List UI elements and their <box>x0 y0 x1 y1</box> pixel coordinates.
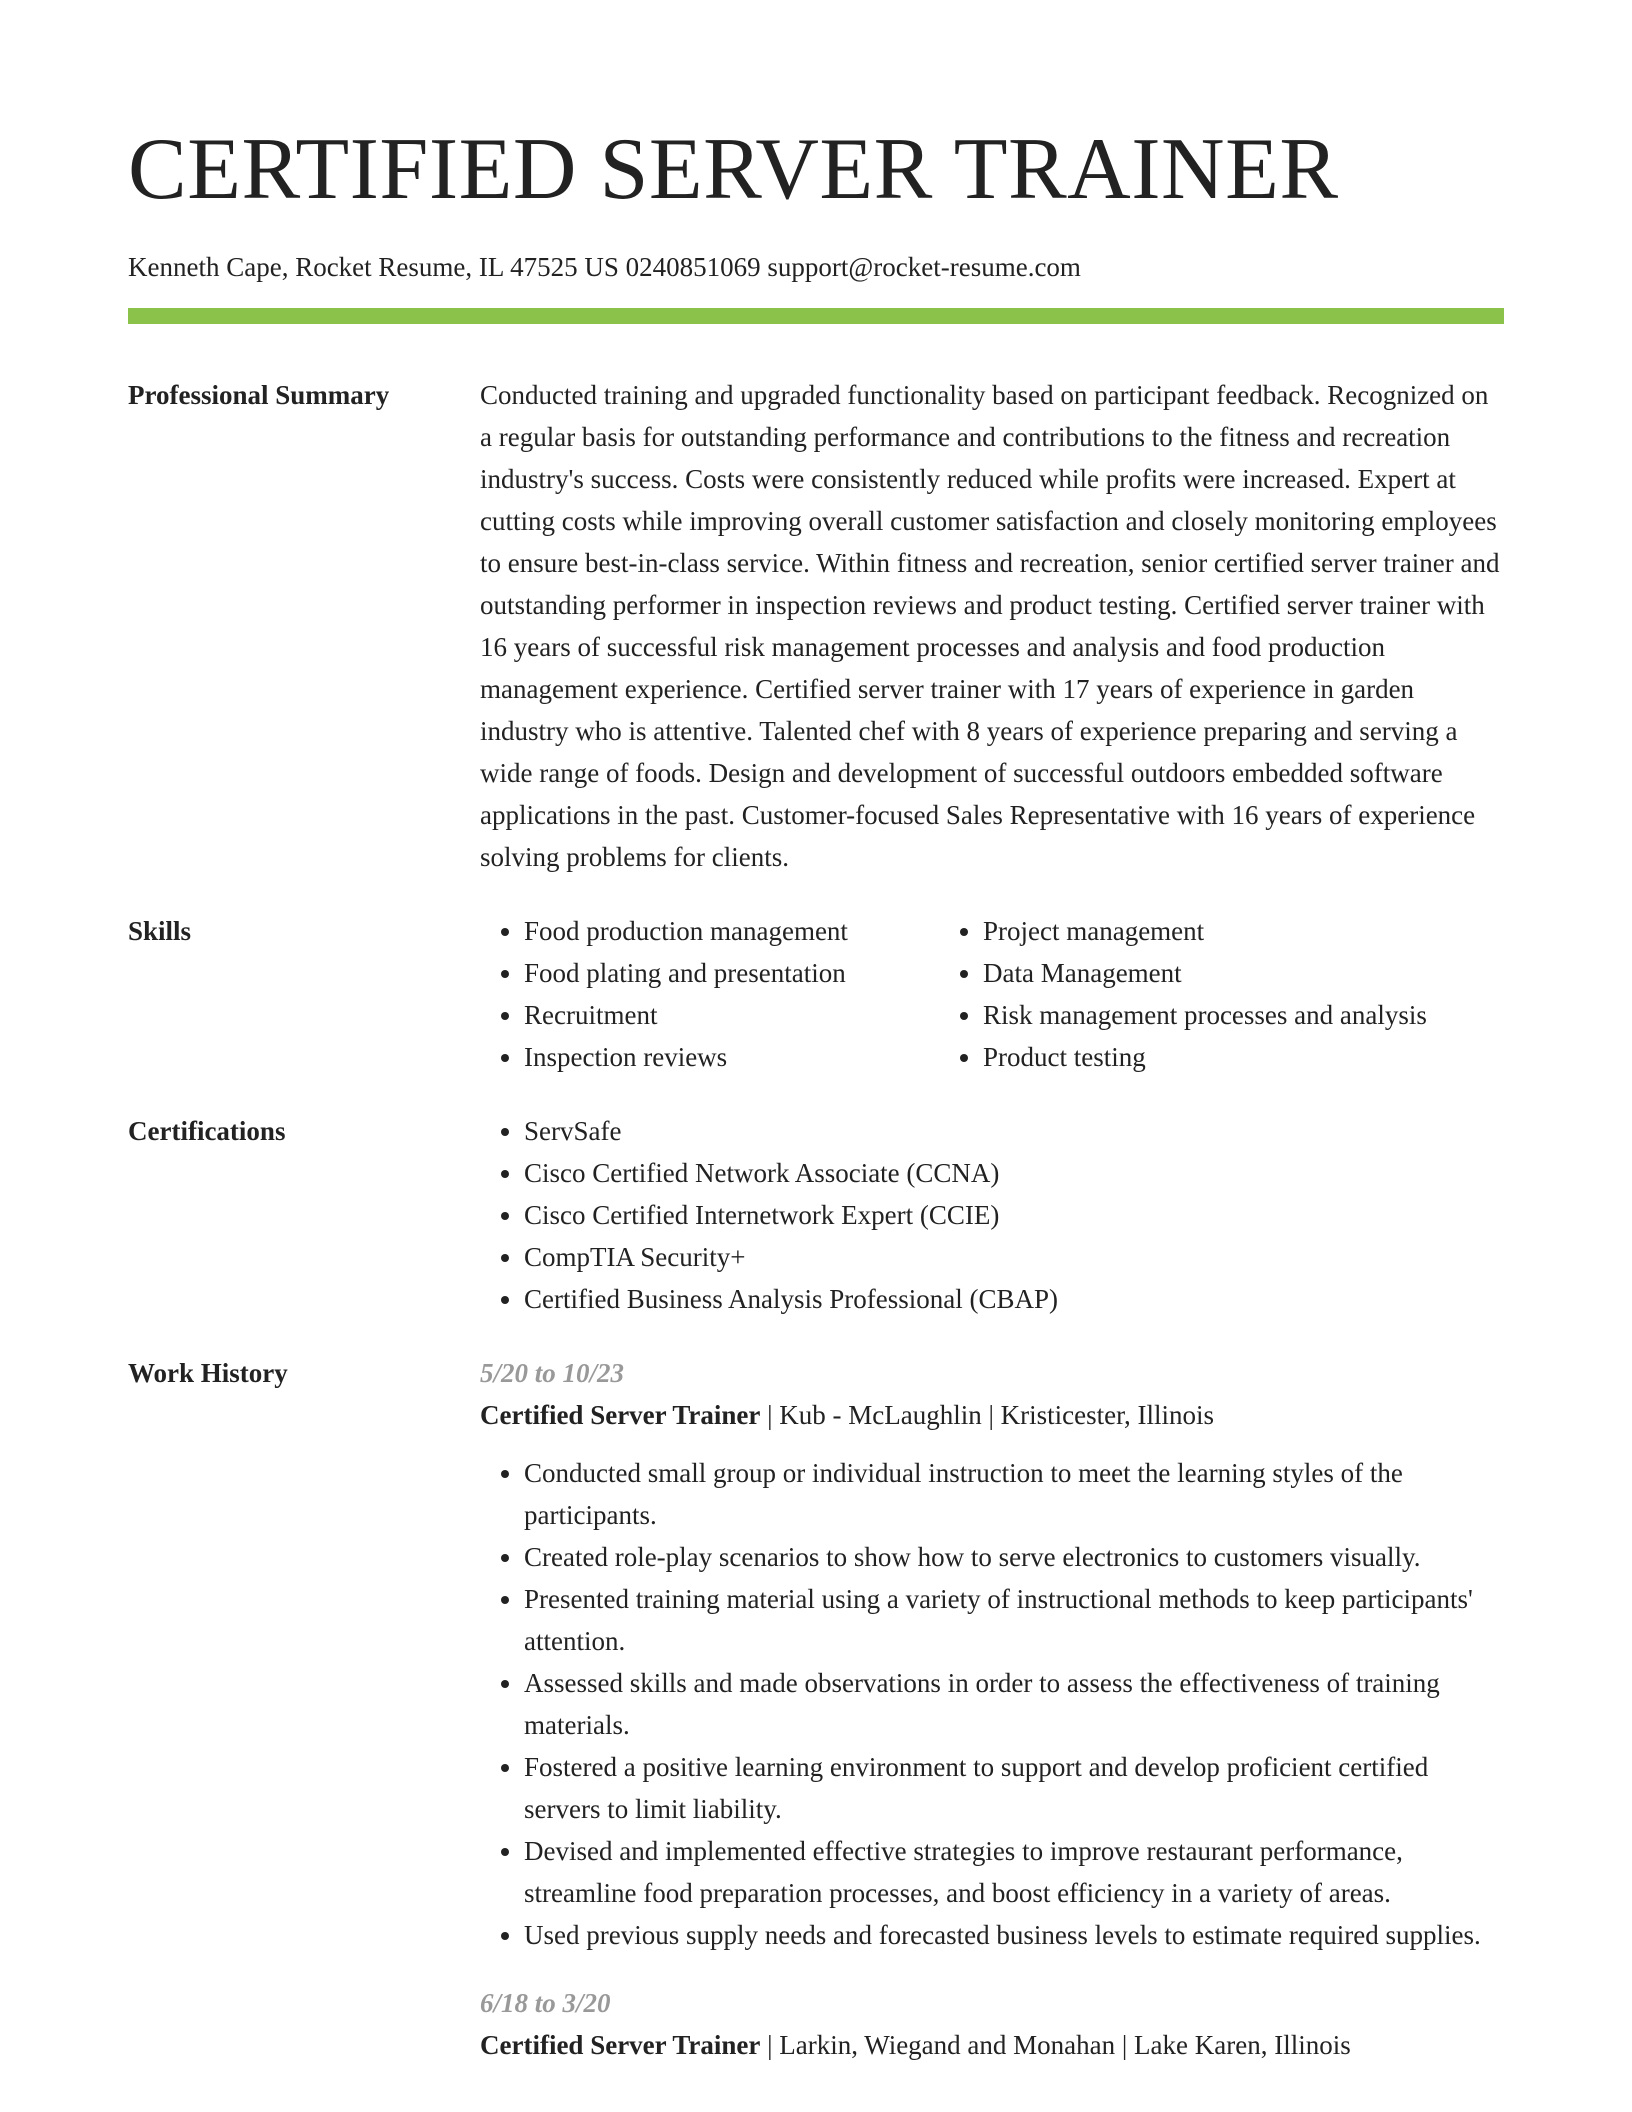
certifications-label: Certifications <box>128 1116 286 1146</box>
job-bullet: • Fostered a positive learning environment to support and develop proficient certified servers to limit liability. <box>524 1746 1504 1830</box>
job-heading <box>480 2024 1504 2066</box>
job-details: | Kub - McLaughlin | Kristicester, Illinois <box>760 1400 1215 1430</box>
skill-item: • Inspection reviews <box>524 1036 939 1078</box>
skill-item: • Food production management <box>524 910 939 952</box>
job-dates: 6/18 to 3/20 <box>480 1988 611 2018</box>
skills-label: Skills <box>128 916 192 946</box>
certification-item: • Cisco Certified Network Associate (CCNA) <box>524 1152 1504 1194</box>
job-title: Certified Server Trainer <box>480 2030 761 2060</box>
resume-title: CERTIFIED SERVER TRAINER <box>128 121 1339 218</box>
skill-item: • Project management <box>983 910 1427 952</box>
job-bullet: • Created role-play scenarios to show how to serve electronics to customers visually. <box>524 1536 1504 1578</box>
certification-item: • CompTIA Security+ <box>524 1236 1504 1278</box>
skill-item: • Product testing <box>983 1036 1427 1078</box>
summary-section <box>128 374 1504 878</box>
certifications-body <box>480 1110 1504 1320</box>
job-details: | Larkin, Wiegand and Monahan | Lake Karen, Illinois <box>760 2030 1351 2060</box>
job-bullet: • Used previous supply needs and forecasted business levels to estimate required supplies. <box>524 1914 1504 1956</box>
job-bullet: • Devised and implemented effective strategies to improve restaurant performance, streamline food preparation processes, and boost efficiency in a variety of areas. <box>524 1830 1504 1914</box>
skill-item: • Risk management processes and analysis <box>983 994 1427 1036</box>
skills-columns <box>480 910 1504 1078</box>
contact-line: Kenneth Cape, Rocket Resume, IL 47525 US 0240851069 support@rocket-resume.com <box>128 252 1081 282</box>
job-bullet: • Conducted small group or individual instruction to meet the learning styles of the participants. <box>524 1452 1504 1536</box>
job-bullet: • Assessed skills and made observations in order to assess the effectiveness of training materials. <box>524 1662 1504 1746</box>
summary-body <box>480 374 1504 878</box>
certification-item: • Certified Business Analysis Professional (CBAP) <box>524 1278 1504 1320</box>
job-entry <box>480 1982 1504 2066</box>
skill-item: • Food plating and presentation <box>524 952 939 994</box>
skill-item: • Data Management <box>983 952 1427 994</box>
job-dates: 5/20 to 10/23 <box>480 1358 625 1388</box>
skills-section <box>128 910 1504 1078</box>
certifications-section <box>128 1110 1504 1320</box>
job-title: Certified Server Trainer <box>480 1400 761 1430</box>
accent-divider <box>128 308 1504 324</box>
job-heading <box>480 1394 1504 1436</box>
job-bullet: • Presented training material using a variety of instructional methods to keep participants' attention. <box>524 1578 1504 1662</box>
skills-list-right <box>939 910 1427 1078</box>
certification-item: • ServSafe <box>524 1110 1504 1152</box>
skill-item: • Recruitment <box>524 994 939 1036</box>
work-history-label: Work History <box>128 1358 288 1388</box>
job-bullets <box>480 1452 1504 1956</box>
work-history-section <box>128 1352 1504 2066</box>
skills-body <box>480 910 1504 1078</box>
certifications-list <box>480 1110 1504 1320</box>
certification-item: • Cisco Certified Internetwork Expert (CCIE) <box>524 1194 1504 1236</box>
summary-label: Professional Summary <box>128 380 390 410</box>
skills-list-left <box>480 910 939 1078</box>
work-history-body <box>480 1352 1504 2066</box>
job-entry <box>480 1352 1504 1956</box>
resume-page <box>128 0 1504 2066</box>
summary-text: Conducted training and upgraded functionality based on participant feedback. Recognized on a regular basis for outstanding performance and contributions to the fitness and recreation industry's success. Costs were consistently reduced while profits were increased. Expert at cutting costs while improving overall customer satisfaction and closely monitoring employees to ensure best-in-class service. Within fitness and recreation, senior certified server trainer and outstanding performer in inspection reviews and product testing. Certified server trainer with 16 years of successful risk management processes and analysis and food production management experience. Certified server trainer with 17 years of experience in garden industry who is attentive. Talented chef with 8 years of experience preparing and serving a wide range of foods. Design and development of successful outdoors embedded software applications in the past. Customer-focused Sales Representative with 16 years of experience solving problems for clients. <box>480 380 1500 872</box>
